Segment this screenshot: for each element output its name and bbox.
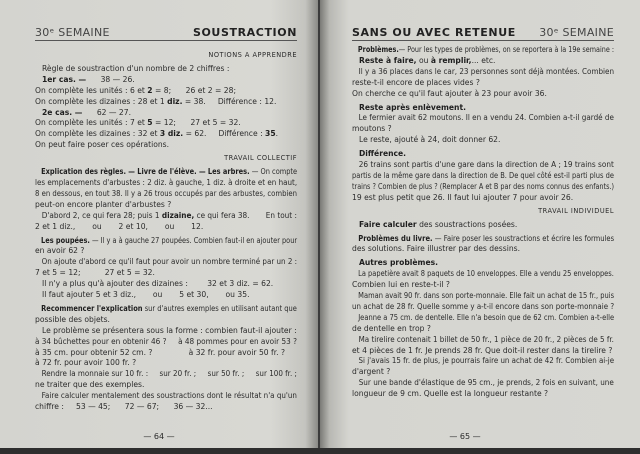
- text: peut-on encore planter d'arbustes ?: [35, 199, 172, 209]
- text: Le reste, ajouté à 24, doit donner 62.: [359, 135, 501, 145]
- right-page: [320, 0, 640, 448]
- text-line: [35, 326, 297, 337]
- text: ou: [416, 55, 431, 65]
- bold-text: 2e cas. —: [42, 107, 83, 117]
- text: 19 est plus petit que 26. Il faut lui ajouter 7 pour avoir 26.: [352, 192, 574, 202]
- text: 8 en dessous, en tout 38. Il y a 26 trous occupés par des arbustes, combien: [35, 188, 298, 198]
- paragraph: [352, 258, 614, 400]
- paragraph: [35, 236, 297, 301]
- text-line: [35, 211, 297, 222]
- text-line: [538, 206, 614, 217]
- text-line: [352, 302, 614, 313]
- text: un achat de 28 fr. Quelle somme y a-t-il encore dans son porte-monnaie ?: [352, 301, 615, 311]
- paragraph: [35, 304, 297, 413]
- text: Jeanne a 75 cm. de dentelle. Elle n'a besoin que de 62 cm. Combien a-t-elle: [358, 312, 615, 322]
- page-number: — 65 —: [449, 432, 481, 441]
- week-label: 30ᵉ SEMAINE: [35, 26, 110, 39]
- bold-text: Reste à faire,: [359, 55, 417, 65]
- text: Il y a 36 places dans le car, 23 personnes sont déjà montées. Combien: [358, 66, 615, 76]
- paragraph: [352, 149, 614, 204]
- text-line: [352, 234, 614, 245]
- text: On peut faire poser ces opérations.: [35, 140, 170, 150]
- paragraph: [352, 45, 614, 100]
- text-line: [35, 290, 249, 301]
- text-line: [35, 358, 136, 369]
- bold-text: 5: [147, 118, 153, 128]
- text-line: [352, 124, 392, 135]
- section-heading: [35, 153, 297, 164]
- text: — On compte: [249, 167, 298, 177]
- text-line: [35, 315, 110, 326]
- bold-text: 2: [147, 85, 153, 95]
- text: On complète les unités : 6 et: [35, 85, 148, 95]
- text-line: [352, 269, 614, 280]
- text: TRAVAIL INDIVIDUEL: [538, 206, 614, 215]
- text: On ajoute d'abord ce qu'il faut pour avoir un nombre terminé par un 2 :: [41, 257, 298, 267]
- text-line: [35, 391, 297, 402]
- text: ne traiter que des exemples.: [35, 380, 145, 390]
- text-line: [352, 113, 614, 124]
- text: La papetière avait 8 paquets de 10 enveloppes. Elle a vendu 25 enveloppes.: [358, 269, 614, 279]
- page-title: SOUSTRACTION: [192, 26, 297, 39]
- text-line: [352, 346, 612, 357]
- section-heading: [352, 206, 614, 217]
- bold-text: Différence.: [359, 149, 407, 159]
- text-line: [352, 335, 614, 346]
- text-line: [35, 246, 84, 257]
- paragraph: [352, 234, 614, 256]
- text: 38 — 26.: [86, 74, 135, 84]
- text-line: [352, 78, 480, 89]
- text-line: [35, 348, 285, 359]
- paragraph: [35, 167, 297, 232]
- text-line: [35, 236, 297, 247]
- text-line: [35, 337, 297, 348]
- page-header: [352, 26, 614, 41]
- text-line: [352, 324, 431, 335]
- paragraph: [352, 103, 614, 147]
- text: des soustractions posées.: [416, 219, 518, 229]
- text-line: [35, 189, 297, 200]
- text-line: [352, 280, 450, 291]
- text: On complète les unités : 7 et: [35, 118, 148, 128]
- text: les emplacements d'arbustes : 2 diz. à gauche, 1 diz. à droite et en haut,: [35, 177, 298, 187]
- text: et 4 pièces de 1 fr. Je prends 28 fr. Que doit-il rester dans la tirelire ?: [352, 345, 613, 355]
- bold-text: à remplir,: [430, 55, 472, 65]
- text-line: [352, 135, 500, 146]
- text-line: [35, 140, 169, 151]
- text-line: [352, 149, 406, 160]
- text-line: [352, 67, 614, 78]
- text: 2 et 1 diz., ou 2 et 10, ou 12.: [35, 221, 204, 231]
- text: Maman avait 90 fr. dans son porte-monnaie. Elle fait un achat de 15 fr., puis: [358, 291, 615, 301]
- text: d'argent ?: [352, 367, 391, 377]
- text: des solutions. Faire illustrer par des dessins.: [352, 244, 520, 254]
- text-line: [35, 304, 297, 315]
- text: Il faut ajouter 5 et 3 diz., ou 5 et 30, ou 35.: [42, 290, 250, 300]
- text-line: [352, 244, 520, 255]
- text: Il n'y a plus qu'à ajouter des dizaines : 32 et 3 diz. = 62.: [42, 279, 274, 289]
- text: D'abord 2, ce qui fera 28; puis 1: [41, 210, 162, 220]
- text-line: [352, 160, 614, 171]
- text-line: [224, 153, 297, 164]
- left-page: [0, 0, 318, 448]
- text-line: [352, 193, 573, 204]
- text: .: [275, 129, 279, 139]
- text-line: [352, 56, 495, 67]
- text: ce qui fera 38. En tout :: [194, 210, 297, 220]
- book-bottom-edge: [0, 448, 640, 454]
- bold-text: Faire calculer: [359, 219, 417, 229]
- text: Faire calculer mentalement des soustractions dont le résultat n'a qu'un: [41, 391, 297, 401]
- text-line: [35, 97, 276, 108]
- text-line: [35, 268, 155, 279]
- text: chiffre : 53 — 45; 72 — 67; 36 — 32...: [35, 402, 213, 412]
- page-body: [352, 42, 614, 400]
- bold-text: Reste après enlèvement.: [359, 102, 466, 112]
- text: longueur de 9 cm. Quelle est la longueur restante ?: [352, 389, 549, 399]
- text: 7 et 5 = 12; 27 et 5 = 32.: [35, 268, 155, 278]
- text: — Faire poser les soustractions et écrire les formules: [432, 233, 615, 243]
- paragraph: [352, 220, 614, 231]
- text: Si j'avais 15 fr. de plus, je pourrais faire un achat de 42 fr. Combien ai-je: [358, 356, 615, 366]
- text-line: [35, 279, 273, 290]
- bold-text: diz.: [167, 96, 183, 106]
- bold-text: 35: [265, 129, 276, 139]
- page-number: — 64 —: [143, 432, 175, 441]
- text: TRAVAIL COLLECTIF: [224, 154, 297, 163]
- text: Rendre la monnaie sur 10 fr. : sur 20 fr. ; sur 50 fr. ; sur 100 fr. ;: [41, 369, 297, 379]
- text-line: [352, 356, 614, 367]
- bold-text: Explication des règles. — Livre de l'élève. — Les arbres.: [41, 167, 250, 177]
- text-line: [352, 182, 614, 193]
- text-line: [35, 222, 203, 233]
- text: — Il y a à gauche 27 poupées. Combien faut-il en ajouter pour: [89, 235, 298, 245]
- text-line: [35, 118, 241, 129]
- text: à 72 fr. pour avoir 100 fr. ?: [35, 358, 137, 368]
- bold-text: dizaine,: [161, 210, 195, 220]
- text: partis de la même gare dans la direction de B. De quel côté est-il parti plus de: [352, 170, 614, 180]
- page-body: [35, 48, 297, 413]
- text: possible des objets.: [35, 314, 110, 324]
- bold-text: 3 diz.: [159, 129, 184, 139]
- text-line: [352, 258, 438, 269]
- text-line: [35, 64, 230, 75]
- text-line: [35, 369, 297, 380]
- text: NOTIONS A APPRENDRE: [208, 51, 297, 59]
- text: On complète les dizaines : 28 et 1: [35, 96, 168, 106]
- text: Règle de soustraction d'un nombre de 2 chiffres :: [42, 63, 230, 73]
- text: = 8; 26 et 2 = 28;: [152, 85, 237, 95]
- bold-text: Autres problèmes.: [359, 258, 439, 268]
- text: Combien lui en reste-t-il ?: [352, 280, 450, 290]
- text-line: [352, 45, 614, 56]
- text: sur d'autres exemples en utilisant autant que: [142, 303, 297, 313]
- text-line: [35, 167, 297, 178]
- text-line: [35, 178, 297, 189]
- text-line: [35, 108, 131, 119]
- text: en avoir 62 ?: [35, 246, 85, 256]
- text: Le problème se présentera sous la forme : combien faut-il ajouter :: [42, 325, 297, 335]
- page-title: SANS OU AVEC RETENUE: [352, 26, 516, 39]
- text: reste-t-il encore de places vides ?: [352, 77, 480, 87]
- text: 26 trains sont partis d'une gare dans la direction de A ; 19 trains sont: [358, 160, 614, 170]
- text-line: [208, 50, 297, 61]
- text-line: [352, 171, 614, 182]
- text: 62 — 27.: [82, 107, 132, 117]
- text: — Pour les types de problèmes, on se reportera à la 19e semaine :: [398, 45, 615, 54]
- text: trains ? Combien de plus ? (Remplacer A et B par des noms connus des enfants.): [352, 181, 615, 191]
- text-line: [35, 129, 278, 140]
- text-line: [35, 257, 297, 268]
- text: = 12; 27 et 5 = 32.: [152, 118, 241, 128]
- text: à 35 cm. pour obtenir 52 cm. ? à 32 fr. pour avoir 50 fr. ?: [35, 347, 286, 357]
- week-label: 30ᵉ SEMAINE: [539, 26, 614, 39]
- text-line: [352, 103, 466, 114]
- text: Ma tirelire contenait 1 billet de 50 fr., 1 pièce de 20 fr., 2 pièces de 5 fr.: [358, 334, 614, 344]
- text: moutons ?: [352, 124, 392, 134]
- text-line: [352, 389, 548, 400]
- text-line: [352, 291, 614, 302]
- text: Le fermier avait 62 moutons. Il en a vendu 24. Combien a-t-il gardé de: [358, 113, 614, 123]
- paragraph: [35, 64, 297, 151]
- page-header: [35, 26, 297, 41]
- bold-text: Les poupées.: [41, 235, 90, 245]
- section-heading: [35, 50, 297, 61]
- text: ... etc.: [471, 55, 496, 65]
- text: On cherche ce qu'il faut ajouter à 23 pour avoir 36.: [352, 88, 547, 98]
- text-line: [35, 402, 213, 413]
- text-line: [352, 313, 614, 324]
- text-line: [352, 220, 517, 231]
- text: On complète les dizaines : 32 et: [35, 129, 160, 139]
- bold-text: Recommencer l'explication: [41, 303, 143, 313]
- text: à 34 bûchettes pour en obtenir 46 ? à 48 pommes pour en avoir 53 ?: [35, 336, 297, 346]
- bold-text: 1er cas. —: [42, 74, 87, 84]
- bold-text: Problèmes du livre.: [358, 233, 433, 243]
- text-line: [352, 367, 390, 378]
- text: = 62. Différence :: [183, 129, 266, 139]
- text-line: [35, 75, 135, 86]
- text-line: [35, 86, 236, 97]
- text: de dentelle en trop ?: [352, 323, 431, 333]
- text-line: [352, 378, 614, 389]
- text: = 38. Différence : 12.: [182, 96, 277, 106]
- text-line: [35, 380, 144, 391]
- text-line: [352, 89, 547, 100]
- bold-text: Problèmes.: [357, 45, 399, 54]
- text-line: [35, 200, 171, 211]
- text: Sur une bande d'élastique de 95 cm., je prends, 2 fois en suivant, une: [358, 378, 614, 388]
